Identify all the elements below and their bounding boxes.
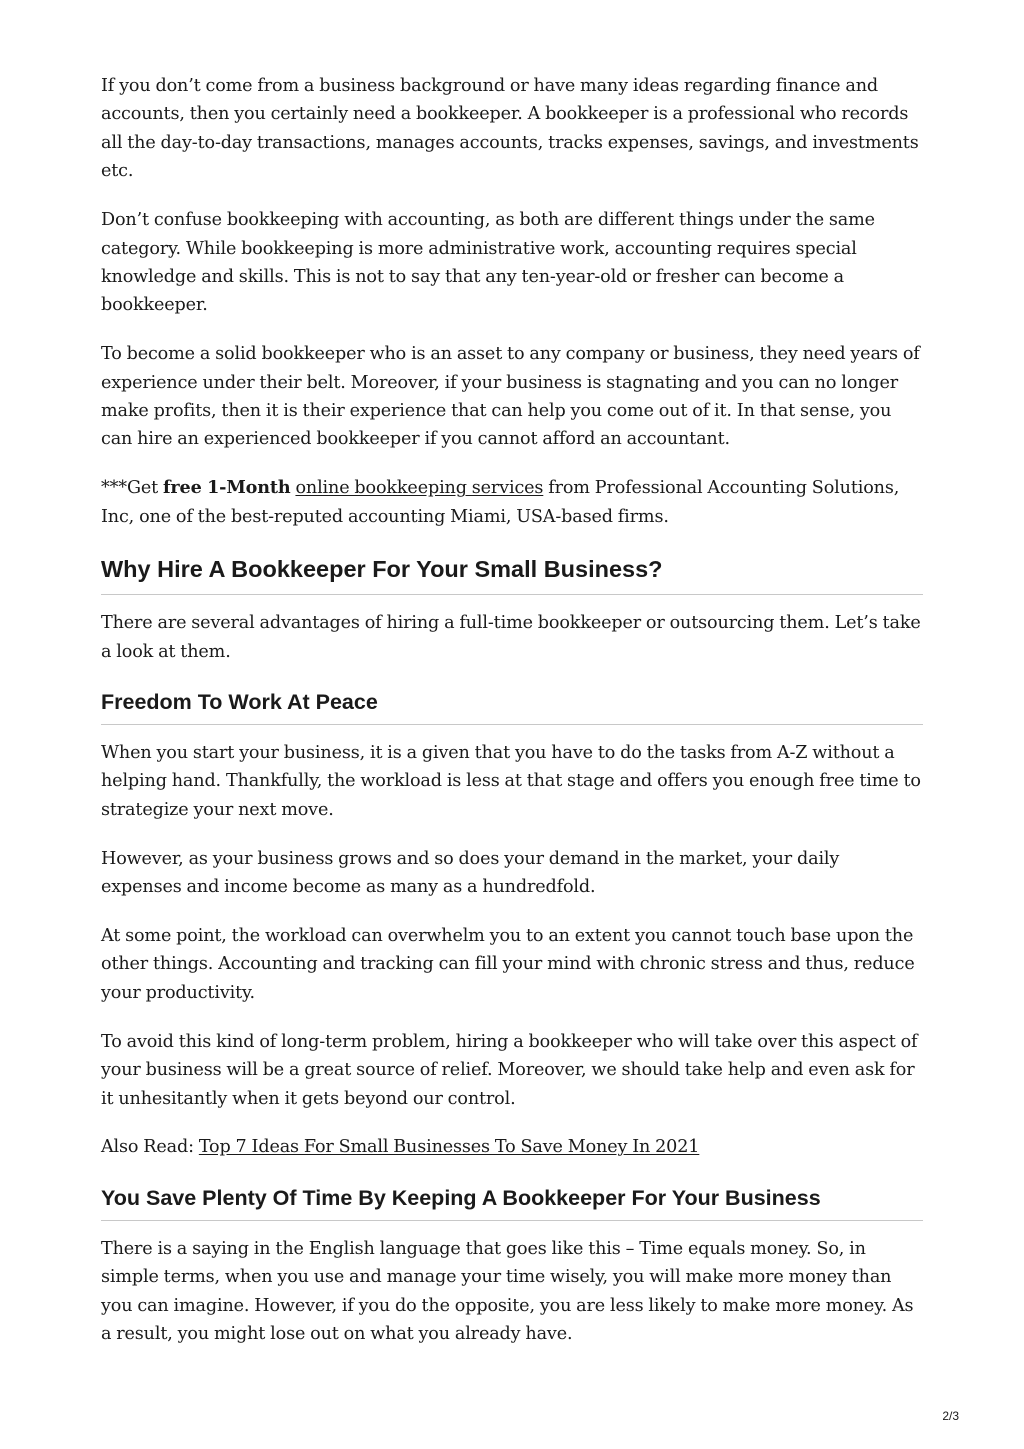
also-read-link[interactable]: Top 7 Ideas For Small Businesses To Save Money In 2021 [198, 1137, 700, 1158]
paragraph-avoid-problem: To avoid this kind of long-term problem, hiring a bookkeeper who will take over this aspect of your business will be a great source of relief. Moreover, we should take help and even ask for it unhesitantly when it gets beyond our control. [101, 1031, 918, 1109]
article-body [101, 72, 923, 1369]
paragraph-business-grows: However, as your business grows and so does your demand in the market, your daily expenses and income become as many as a hundredfold. [101, 848, 840, 898]
promo-bold-offer: free 1-Month [162, 477, 291, 499]
heading-freedom-to-work: Freedom To Work At Peace [101, 688, 923, 725]
paragraph-need-bookkeeper: If you don’t come from a business background or have many ideas regarding finance and accounts, then you certainly need a bookkeeper. A bookkeeper is a professional who records all the day-to-day transactions, manages accounts, tracks expenses, savings, and investments etc. [101, 76, 919, 182]
paragraph-advantages-intro: There are several advantages of hiring a full-time bookkeeper or outsourcing them. Let’s take a look at them. [101, 613, 921, 662]
paragraph-bookkeeping-vs-accounting: Don’t confuse bookkeeping with accounting, as both are different things under the same category. While bookkeeping is more administrative work, accounting requires special knowledge and skills. This is not to say that any ten-year-old or fresher can become a bookkeeper. [101, 210, 875, 316]
paragraph-time-equals-money: There is a saying in the English language that goes like this – Time equals money. So, in simple terms, when you use and manage your time wisely, you will make more money than you can imagine. However, if you do the opposite, you are less likely to make more money. As a result, you might lose out on what you already have. [101, 1238, 914, 1345]
heading-why-hire-bookkeeper: Why Hire A Bookkeeper For Your Small Business? [101, 554, 923, 595]
heading-save-time: You Save Plenty Of Time By Keeping A Bookkeeper For Your Business [101, 1184, 923, 1221]
also-read-label: Also Read: [101, 1137, 199, 1158]
paragraph-experienced-bookkeeper: To become a solid bookkeeper who is an asset to any company or business, they need years of experience under their belt. Moreover, if your business is stagnating and you can no longer make profits, then it is their experience that can help you come out of it. In that sense, you can hire an experienced bookkeeper if you cannot afford an accountant. [101, 344, 920, 450]
promo-prefix: ***Get [101, 478, 163, 499]
online-bookkeeping-services-link[interactable]: online bookkeeping services [295, 478, 544, 499]
paragraph-promo [101, 474, 923, 531]
paragraph-workload-overwhelm: At some point, the workload can overwhelm you to an extent you cannot touch base upon the other things. Accounting and tracking can fill your mind with chronic stress and thus, reduce your productivity. [101, 926, 915, 1003]
page-number: 2/3 [942, 1409, 959, 1423]
paragraph-also-read [101, 1133, 923, 1161]
paragraph-start-business: When you start your business, it is a given that you have to do the tasks from A-Z without a helping hand. Thankfully, the workload is less at that stage and offers you enough free time to strategize your next move. [101, 743, 921, 820]
promo-suffix: from Professional Accounting Solutions, Inc, one of the best-reputed accounting Miami, USA-based firms. [101, 478, 900, 527]
